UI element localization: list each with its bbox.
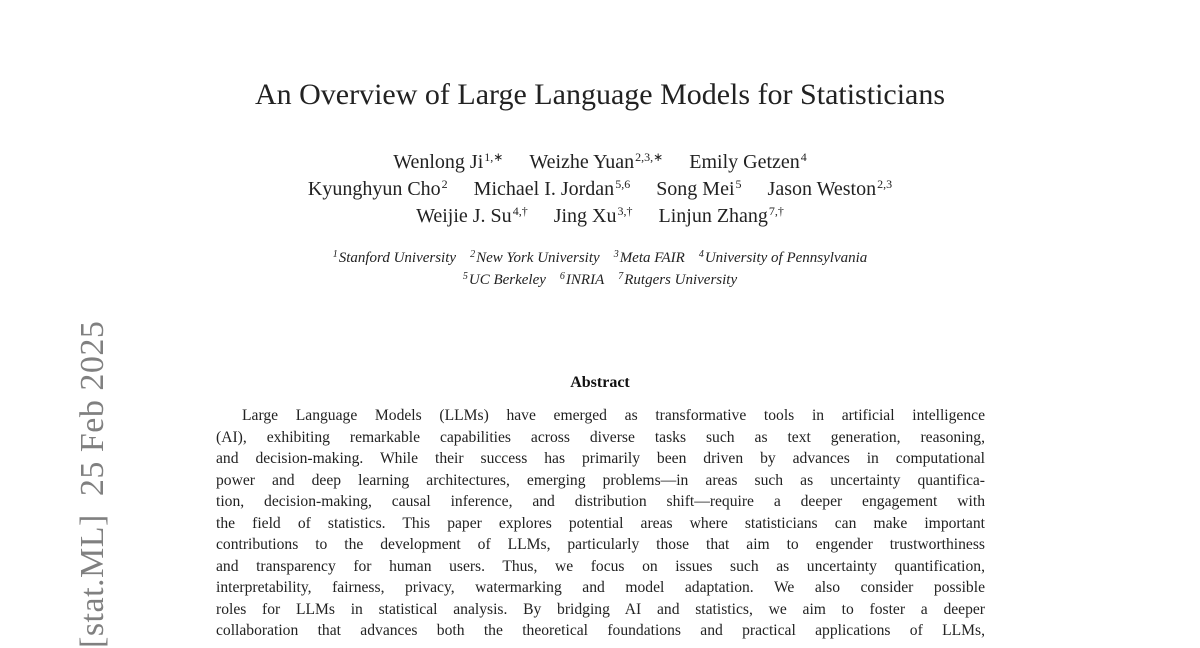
abstract-line: contributions to the development of LLMs, particularly those that aim to engender trustworthiness	[216, 536, 985, 553]
author-row	[0, 171, 1200, 198]
abstract-line: and transparency for human users. Thus, we focus on issues such as uncertainty quantification,	[216, 557, 985, 575]
author-affiliation-mark: 1,∗	[484, 150, 504, 164]
author-name: Emily Getzen	[689, 151, 800, 173]
affiliation	[333, 244, 456, 269]
author	[658, 198, 783, 230]
affiliation-name: New York University	[476, 250, 600, 266]
affiliation-number: 2	[470, 249, 476, 260]
author-name: Weizhe Yuan	[529, 151, 635, 173]
affiliation-name: Meta FAIR	[619, 250, 685, 266]
author-name: Wenlong Ji	[393, 151, 484, 173]
author-affiliation-mark: 3,†	[617, 204, 633, 218]
affiliation-number: 4	[698, 249, 704, 260]
affiliation-name: UC Berkeley	[468, 272, 546, 288]
abstract-body	[216, 405, 985, 642]
affiliation-list	[0, 244, 1200, 288]
author-name: Song Mei	[656, 178, 735, 200]
author-affiliation-mark: 2,3	[877, 177, 893, 191]
abstract-heading: Abstract	[570, 374, 630, 391]
affiliation	[560, 266, 604, 291]
author	[554, 198, 633, 230]
abstract-line: collaboration that advances both the theoretical foundations and practical applications of LLMs,	[216, 622, 985, 639]
affiliation-number: 3	[613, 249, 619, 260]
affiliation-number: 1	[332, 249, 338, 260]
author-name: Jing Xu	[553, 205, 617, 227]
affiliation-name: University of Pennsylvania	[704, 250, 868, 266]
affiliation-number: 7	[618, 271, 624, 282]
arxiv-sidebar-stamp	[74, 321, 112, 648]
affiliation-number: 5	[462, 271, 468, 282]
author-name: Linjun Zhang	[658, 205, 768, 227]
affiliation	[618, 266, 737, 291]
affiliation-row	[0, 244, 1200, 266]
affiliation-name: Rutgers University	[624, 272, 738, 288]
author-row	[0, 198, 1200, 225]
abstract-line: tion, decision-making, causal inference, and distribution shift—require a deeper engagement with	[216, 493, 985, 510]
author-name: Weijie J. Su	[416, 205, 512, 227]
affiliation-name: INRIA	[565, 272, 605, 288]
abstract-line: the field of statistics. This paper explores potential areas where statisticians can make important	[216, 514, 985, 532]
affiliation-name: Stanford University	[338, 250, 457, 266]
author-affiliation-mark: 2	[441, 177, 448, 191]
author-affiliation-mark: 7,†	[768, 204, 784, 218]
abstract-line: interpretability, fairness, privacy, watermarking and model adaptation. We also consider possible	[216, 579, 985, 596]
abstract-line: (AI), exhibiting remarkable capabilities across diverse tasks such as text generation, reasoning,	[216, 428, 985, 446]
author-affiliation-mark: 2,3,∗	[635, 150, 664, 164]
abstract-line: and decision-making. While their success has primarily been driven by advances in computational	[216, 450, 985, 467]
author-name: Kyunghyun Cho	[307, 178, 441, 200]
abstract-line: power and deep learning architectures, emerging problems—in areas such as uncertainty quantifica-	[216, 471, 985, 489]
author	[416, 198, 528, 230]
author-name: Jason Weston	[767, 178, 877, 200]
author-name: Michael I. Jordan	[473, 178, 615, 200]
author-affiliation-mark: 4	[800, 150, 807, 164]
author-affiliation-mark: 5,6	[615, 177, 631, 191]
affiliation-number: 6	[559, 271, 565, 282]
author-affiliation-mark: 5	[735, 177, 742, 191]
author-list	[0, 144, 1200, 225]
affiliation-row	[0, 266, 1200, 288]
author-affiliation-mark: 4,†	[512, 204, 528, 218]
abstract-line: roles for LLMs in statistical analysis. By bridging AI and statistics, we aim to foster a deeper	[216, 600, 985, 618]
arxiv-category: [stat.ML]	[74, 514, 111, 648]
abstract-line: Large Language Models (LLMs) have emerged as transformative tools in artificial intelligence	[242, 407, 985, 424]
affiliation	[463, 266, 546, 291]
paper-title: An Overview of Large Language Models for Statisticians	[254, 78, 946, 111]
arxiv-date: 25 Feb 2025	[74, 320, 111, 497]
author-row	[0, 144, 1200, 171]
